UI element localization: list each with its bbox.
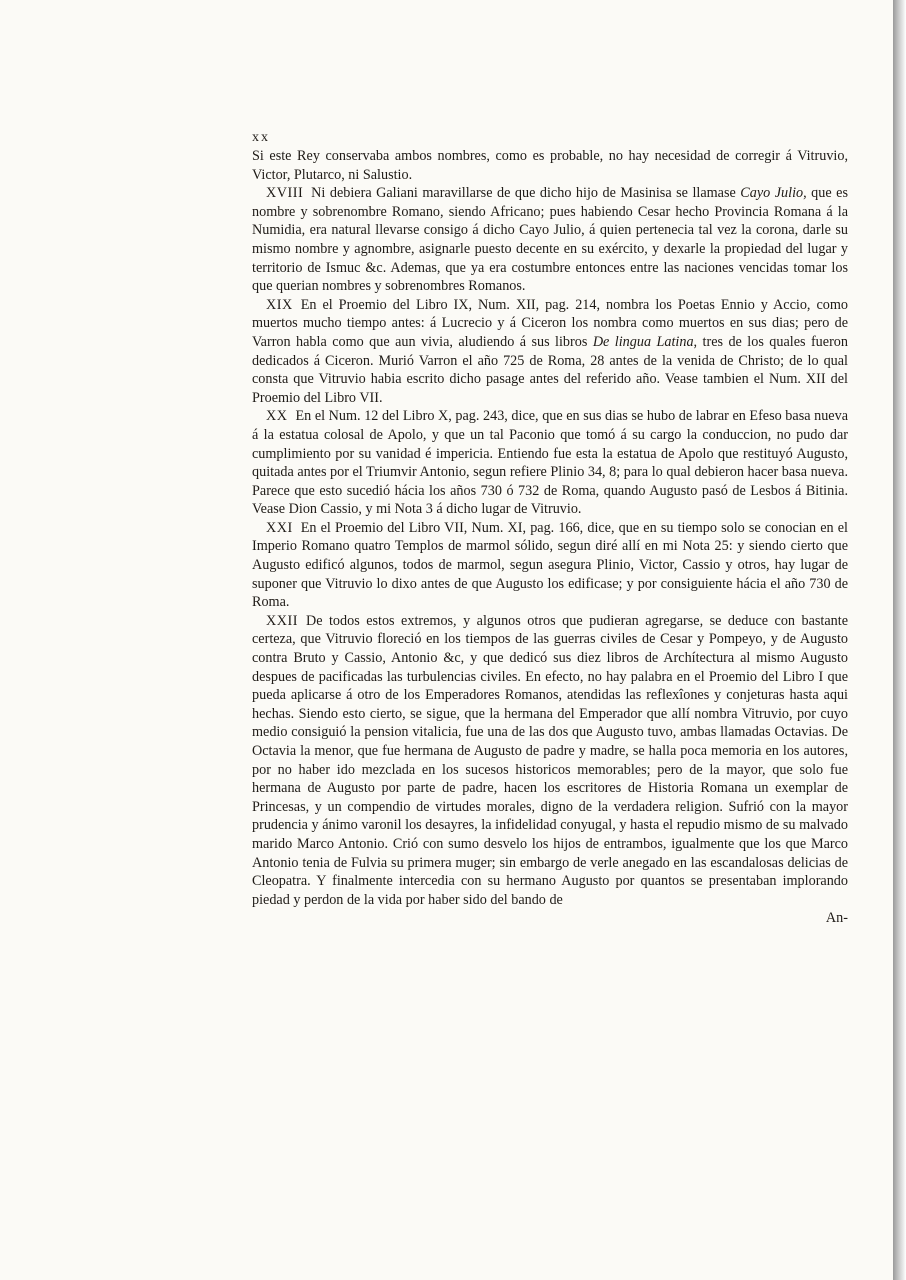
catchword: An- <box>825 910 848 927</box>
text-block <box>252 130 848 927</box>
section-numeral: XXII <box>266 612 298 629</box>
paragraph-text: , que es nombre y sobrenombre Romano, siendo Africano; pues habiendo Cesar hecho Provincia Romana á la Numidia, era natural llevarse consigo á dicho Cayo Julio, á quien pertenecia tal vez la corona, darle su mismo nombre y agnombre, asignarle puesto decente en su exército, y dexarle la propiedad del lugar y territorio de Ismuc &c. Ademas, que ya era costumbre entonces entre las naciones vencidas tomar los que querian nombres y sobrenombres Romanos. <box>252 185 848 295</box>
paragraph-text: Ni debiera Galiani maravillarse de que dicho hijo de Masinisa se llamase <box>311 185 741 202</box>
italic-title: De lingua Latina <box>592 333 694 350</box>
section-numeral: XX <box>266 408 288 425</box>
section-numeral: XIX <box>266 296 293 313</box>
page-number: xx <box>252 130 270 145</box>
paragraph-xxi <box>252 519 848 612</box>
paragraph-text: En el Proemio del Libro VII, Num. XI, pag. 166, dice, que en su tiempo solo se conocian en el Imperio Romano quatro Templos de marmol sólido, segun diré allí en mi Nota 25: y siendo cierto que Augusto edificó algunos, todos de marmol, segun asegura Plinio, Victor, Cassio y otros, hay lugar de suponer que Vitruvio lo dixo antes de que Augusto los edificase; y por consiguiente hácia el año 730 de Roma. <box>252 519 848 611</box>
paragraph-text: En el Proemio del Libro IX, Num. XII, pag. 214, nombra los Poetas Ennio y Accio, como muertos mucho tiempo antes: á Lucrecio y á Ciceron los nombra como muertos en sus dias; pero de Varron habla como que aun vivia, aludiendo á sus libros <box>252 296 848 350</box>
paragraph-xviii <box>252 184 848 296</box>
paragraph-xx <box>252 407 848 519</box>
paragraph-text: En el Num. 12 del Libro X, pag. 243, dice, que en sus dias se hubo de labrar en Efeso basa nueva á la estatua colosal de Apolo, y que un tal Paconio que tomó á su cargo la conduccion, no pudo dar cumplimiento por su vanidad é impericia. Entiendo fue esta la estatua de Apolo que restituyó Augusto, quitada antes por el Triumvir Antonio, segun refiere Plinio 34, 8; para lo qual debieron hacer basa nueva. Parece que esto sucedió hácia los años 730 ó 732 de Roma, quando Augusto pasó de Lesbos á Bitinia. Vease Dion Cassio, y mi Nota 3 á dicho lugar de Vitruvio. <box>252 408 848 518</box>
paragraph-1 <box>252 147 848 184</box>
italic-name: Cayo Julio <box>740 185 804 202</box>
section-numeral: XXI <box>266 519 293 536</box>
paragraph-text: Si este Rey conservaba ambos nombres, como es probable, no hay necesidad de corregir á Vitruvio, Victor, Plutarco, ni Salustio. <box>252 148 848 183</box>
page-edge <box>893 0 906 1280</box>
paragraph-text: De todos estos extremos, y algunos otros que pudieran agregarse, se deduce con bastante certeza, que Vitruvio floreció en los tiempos de las guerras civiles de Cesar y Pompeyo, y de Augusto contra Bruto y Cassio, Antonio &c, y que dedicó sus diez libros de Archítectura al mismo Augusto despues de pacificadas las turbulencias civiles. En efecto, no hay palabra en el Proemio del Libro I que pueda aplicarse á otro de los Emperadores Romanos, atendidas las reflexîones y conjeturas hasta aqui hechas. Siendo esto cierto, se sigue, que la hermana del Emperador que allí nombra Vitruvio, por cuyo medio consiguió la pension vitalicia, fue una de las dos que Augusto tuvo, ambas llamadas Octavias. De Octavia la menor, que fue hermana de Augusto de padre y madre, se halla poca memoria en los autores, por no haber ido mezclada en los sucesos historicos memorables; pero de la mayor, que solo fue hermana de Augusto por parte de padre, hacen los escritores de Historia Romana un exemplar de Princesas, y un compendio de virtudes morales, digno de la verdadera religion. Sufrió con la mayor prudencia y ánimo varonil los desayres, la infidelidad conyugal, y hasta el repudio mismo de su malvado marido Marco Antonio. Crió con sumo desvelo los hijos de entrambos, igualmente que los que Marco Antonio tenia de Fulvia su primera muger; sin embargo de verle anegado en las escandalosas delicias de Cleopatra. Y finalmente intercedia con su hermano Augusto por quantos se presentaban implorando piedad y perdon de la vida por haber sido del bando de <box>252 612 848 908</box>
section-numeral: XVIII <box>266 185 304 202</box>
paragraph-xxii <box>252 612 848 910</box>
paragraph-xix <box>252 296 848 408</box>
paragraph-text: , tres de los quales fueron dedicados á Ciceron. Murió Varron el año 725 de Roma, 28 antes de la venida de Christo; de lo qual consta que Vitruvio habia escrito dicho pasage antes del referido año. Vease tambien el Num. XII del Proemio del Libro VII. <box>252 333 848 406</box>
